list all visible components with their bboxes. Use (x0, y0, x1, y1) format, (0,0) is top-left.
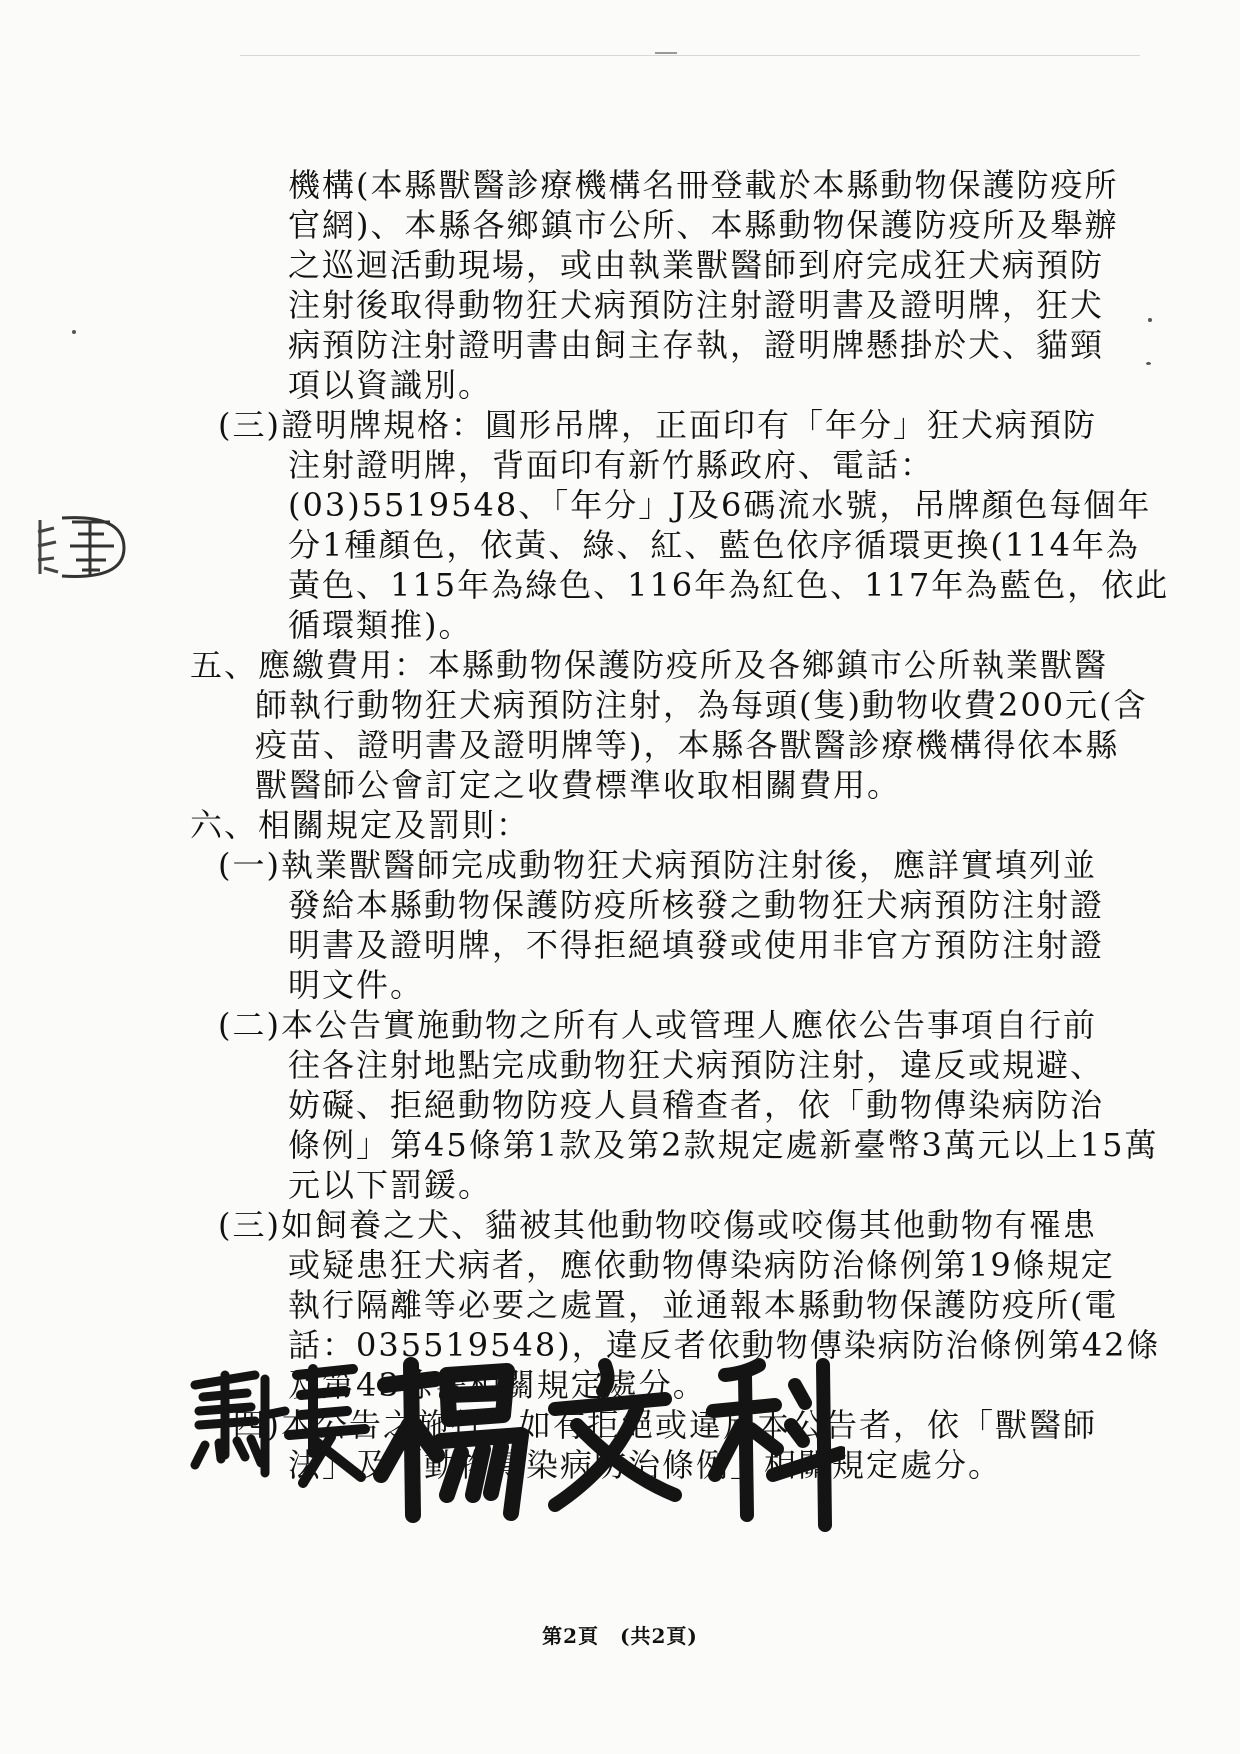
page-number: 第2頁 (共2頁) (542, 1624, 698, 1648)
text-line: 注射後取得動物狂犬病預防注射證明書及證明牌，狂犬 (288, 286, 1105, 324)
scan-mark (655, 52, 677, 54)
scan-speck (1146, 362, 1151, 365)
signature-icon (185, 1345, 845, 1535)
text-line: 或疑患狂犬病者，應依動物傳染病防治條例第19條規定 (288, 1246, 1115, 1284)
text-line: 疫苗、證明書及證明牌等)，本縣各獸醫診療機構得依本縣 (255, 726, 1120, 764)
text-line: 項以資識別。 (288, 366, 493, 404)
scan-speck (1148, 318, 1152, 322)
text-line: 發給本縣動物保護防疫所核發之動物狂犬病預防注射證 (288, 886, 1105, 924)
text-line: 執行隔離等必要之處置，並通報本縣動物保護防疫所(電 (288, 1286, 1119, 1324)
text-line: 元以下罰鍰。 (288, 1166, 493, 1204)
text-line: 往各注射地點完成動物狂犬病預防注射，違反或規避、 (288, 1046, 1105, 1084)
text-line: 注射證明牌，背面印有新竹縣政府、電話： (288, 446, 935, 484)
seam-stamp-icon (32, 512, 127, 582)
text-line: 官網)、本縣各鄉鎮市公所、本縣動物保護防疫所及舉辦 (288, 206, 1119, 244)
text-line: 師執行動物狂犬病預防注射，為每頭(隻)動物收費200元(含 (255, 686, 1148, 724)
text-line: 明文件。 (288, 966, 425, 1004)
text-line: (一)執業獸醫師完成動物狂犬病預防注射後，應詳實填列並 (218, 846, 1097, 884)
text-line: 法」及「動物傳染病防治條例」相關規定處分。 (288, 1446, 1003, 1484)
text-line: 機構(本縣獸醫診療機構名冊登載於本縣動物保護防疫所 (288, 166, 1119, 204)
text-line: 話：035519548)，違反者依動物傳染病防治條例第42條 (288, 1326, 1161, 1364)
text-line: 及第43條等相關規定處分。 (288, 1366, 707, 1404)
text-line: 黃色、115年為綠色、116年為紅色、117年為藍色，依此 (288, 566, 1170, 604)
text-line: 分1種顏色，依黃、綠、紅、藍色依序循環更換(114年為 (288, 526, 1140, 564)
text-line: 五、應繳費用：本縣動物保護防疫所及各鄉鎮市公所執業獸醫 (190, 646, 1109, 684)
text-line: 六、相關規定及罰則： (190, 806, 531, 844)
text-line: (四)本公告之施行，如有拒絕或違反本公告者，依「獸醫師 (218, 1406, 1097, 1444)
text-line: 獸醫師公會訂定之收費標準收取相關費用。 (255, 766, 902, 804)
scan-edge-line (240, 55, 1140, 56)
scan-speck (72, 330, 76, 334)
text-line: (三)證明牌規格：圓形吊牌，正面印有「年分」狂犬病預防 (218, 406, 1097, 444)
text-line: (三)如飼養之犬、貓被其他動物咬傷或咬傷其他動物有罹患 (218, 1206, 1097, 1244)
text-line: 之巡迴活動現場，或由執業獸醫師到府完成狂犬病預防 (288, 246, 1105, 284)
text-line: (二)本公告實施動物之所有人或管理人應依公告事項自行前 (218, 1006, 1097, 1044)
text-line: 病預防注射證明書由飼主存執，證明牌懸掛於犬、貓頸 (288, 326, 1105, 364)
text-line: 妨礙、拒絕動物防疫人員稽查者，依「動物傳染病防治 (288, 1086, 1105, 1124)
text-line: (03)5519548、「年分」J及6碼流水號，吊牌顏色每個年 (288, 486, 1152, 524)
text-line: 循環類推)。 (288, 606, 473, 644)
text-line: 條例」第45條第1款及第2款規定處新臺幣3萬元以上15萬 (288, 1126, 1159, 1164)
text-line: 明書及證明牌，不得拒絕填發或使用非官方預防注射證 (288, 926, 1105, 964)
